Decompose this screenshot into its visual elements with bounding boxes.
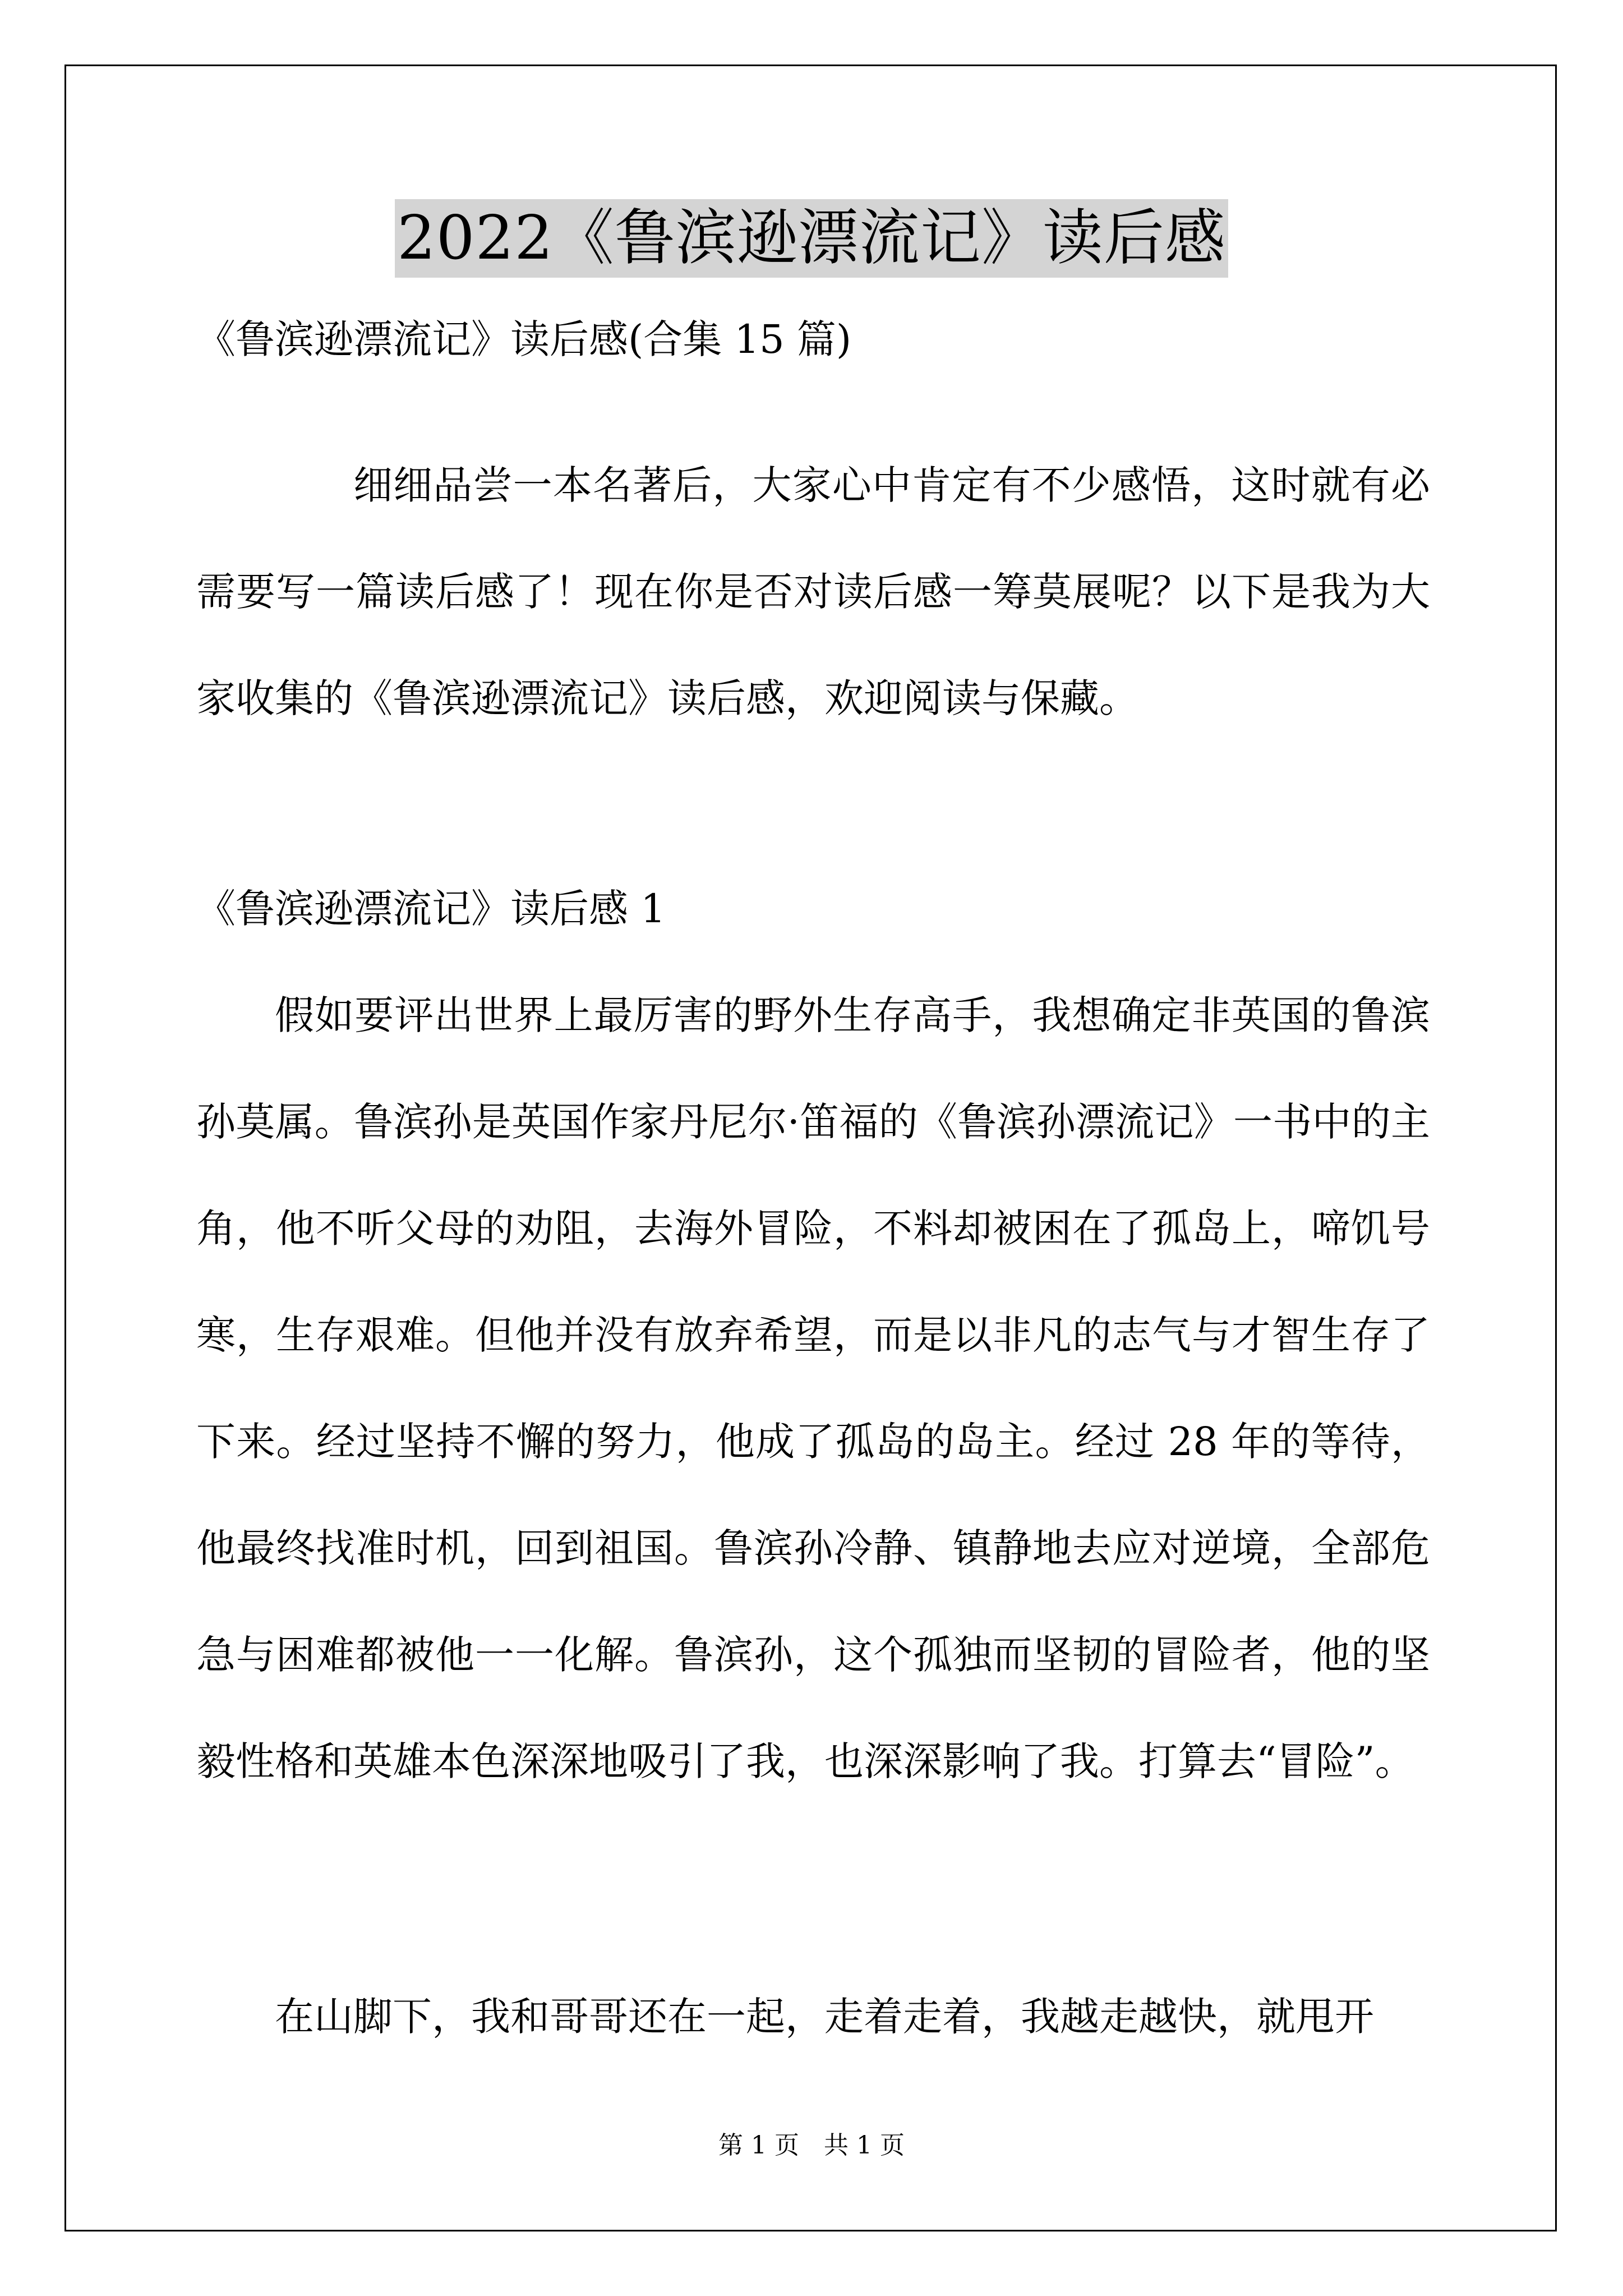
document-title: 2022《鲁滨逊漂流记》读后感	[395, 199, 1228, 278]
title-container	[0, 199, 1623, 278]
document-subtitle: 《鲁滨逊漂流记》读后感(合集 15 篇)	[196, 316, 852, 362]
body-paragraph-2: 在山脚下，我和哥哥还在一起，走着走着，我越走越快，就甩开	[275, 1994, 1374, 2040]
body-paragraph-1: 假如要评出世界上最厉害的野外生存高手，我想确定非英国的鲁滨孙莫属。鲁滨孙是英国作家丹尼尔·笛福的《鲁滨孙漂流记》一书中的主角，他不听父母的劝阻，去海外冒险，不料却被困在了孤岛上，啼饥号寒，生存艰难。但他并没有放弃希望，而是以非凡的志气与才智生存了下来。经过坚持不懈的努力，他成了孤岛的岛主。经过 28 年的等待，他最终找准时机，回到祖国。鲁滨孙冷静、镇静地去应对逆境，全部危急与困难都被他一一化解。鲁滨孙，这个孤独而坚韧的冒险者，他的坚毅性格和英雄本色深深地吸引了我，也深深影响了我。打算去“冒险”。	[196, 992, 1430, 1784]
intro-paragraph: 细细品尝一本名著后，大家心中肯定有不少感悟，这时就有必需要写一篇读后感了！现在你是否对读后感一筹莫展呢？以下是我为大家收集的《鲁滨逊漂流记》读后感，欢迎阅读与保藏。	[196, 462, 1430, 721]
page-footer: 第 1 页 共 1 页	[718, 2131, 905, 2160]
section-heading: 《鲁滨逊漂流记》读后感 1	[196, 886, 666, 932]
